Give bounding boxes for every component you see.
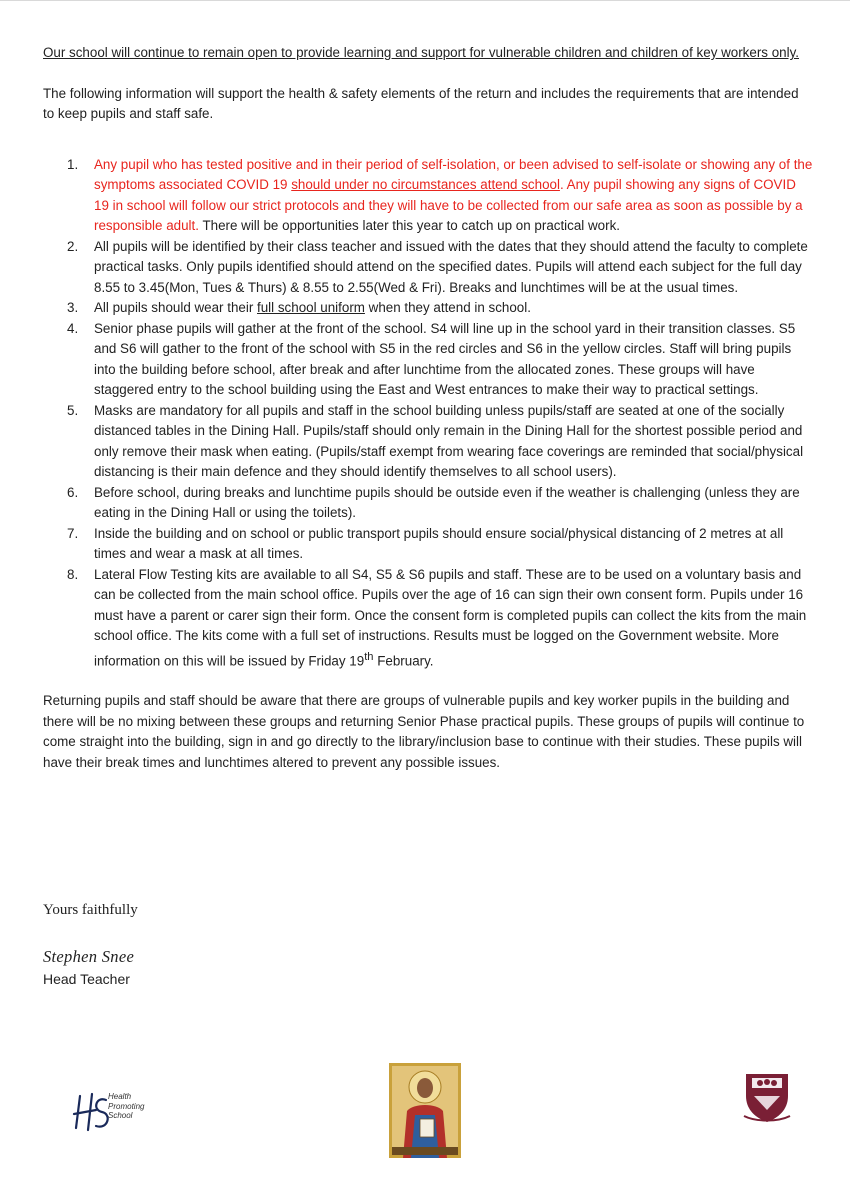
item-text: All pupils should wear their bbox=[94, 300, 258, 315]
item-text: Inside the building and on school or public transport pupils should ensure social/physical distancing of 2 metres at all times and wear a mask at all times. bbox=[94, 525, 784, 561]
list-number: 2. bbox=[67, 238, 79, 254]
item-text: Masks are mandatory for all pupils and staff in the school building unless pupils/staff are seated at one of the socially distanced tables in the Dining Hall. Pupils/staff should only remain in the Dining Hall for the shortest possible period and only remove their mask when eating. (Pupils/staff exempt from wearing face coverings are reminded that social/physical distancing is their main defence and they should identify themselves to all school users). bbox=[94, 402, 804, 479]
item-text: Before school, during breaks and lunchtime pupils should be outside even if the weather is challenging (unless they are eating in the Dining Hall or using the toilets). bbox=[94, 484, 800, 520]
list-number: 6. bbox=[67, 484, 79, 500]
list-item bbox=[43, 524, 813, 565]
item-text: Lateral Flow Testing kits are available to all S4, S5 & S6 pupils and staff. These are to be used on a voluntary basis and can be collected from the main school office. Pupils over the age of 16 can sign their own consent form. Pupils under 16 must have a parent or carer sign their form. Once the consent form is completed pupils can collect the kits from the main school office. The kits come with a full set of instructions. Results must be logged on the Government website. More information on this will be issued by Friday 19 bbox=[94, 566, 807, 668]
hps-line: Health bbox=[108, 1092, 132, 1101]
list-item bbox=[43, 565, 813, 672]
warning-text-continued: . Any pupil showing any signs of COVID 19 in school will follow our strict protocols and they will have to be collected from our safe area as soon as possible by a responsible adult. bbox=[94, 177, 803, 233]
hps-line: Promoting bbox=[108, 1101, 145, 1111]
school-crest-icon bbox=[742, 1066, 792, 1124]
info-paragraph: The following information will support the health & safety elements of the return and includes the requirements that are intended to keep pupils and staff safe. bbox=[43, 85, 799, 121]
list-item bbox=[43, 155, 813, 237]
religious-icon-image bbox=[389, 1063, 461, 1158]
warning-emphasis: should under no circumstances attend school bbox=[291, 177, 560, 192]
item-text-continued: when they attend in school. bbox=[364, 300, 531, 315]
page-top-edge bbox=[0, 0, 850, 7]
hps-line: School bbox=[108, 1111, 133, 1120]
letter-body bbox=[43, 43, 813, 773]
hps-logo-text bbox=[108, 1092, 144, 1121]
list-number: 4. bbox=[67, 320, 79, 336]
closing-paragraph: Returning pupils and staff should be aware that there are groups of vulnerable pupils and key worker pupils in the building and there will be no mixing between these groups and returning Senior Phase practical pupils. These groups of pupils will continue to come straight into the building, sign in and go directly to the library/inclusion base to continue with their studies. These pupils will have their break times and lunchtimes altered to prevent any possible issues. bbox=[43, 693, 805, 770]
list-number: 8. bbox=[67, 566, 79, 582]
list-item bbox=[43, 237, 813, 299]
item-text: All pupils will be identified by their class teacher and issued with the dates that they should attend the faculty to complete practical tasks. Only pupils identified should attend on the specified dates. Pupils will attend each subject for the full day 8.55 to 3.45(Mon, Tues & Thurs) & 8.55 to 2.55(Wed & Fri). Breaks and lunchtimes will be at the usual times. bbox=[94, 238, 808, 295]
list-item bbox=[43, 298, 813, 319]
signer-title: Head Teacher bbox=[43, 971, 130, 987]
list-number: 5. bbox=[67, 402, 79, 418]
list-item bbox=[43, 483, 813, 524]
list-number: 7. bbox=[67, 525, 79, 541]
ordinal-suffix: th bbox=[364, 650, 374, 663]
signoff: Yours faithfully bbox=[43, 902, 138, 918]
item-text-continued: February. bbox=[373, 652, 434, 668]
rules-list bbox=[43, 155, 813, 672]
list-number: 1. bbox=[67, 156, 79, 172]
list-item bbox=[43, 319, 813, 401]
warning-text: Any pupil who has tested positive and in their period of self-isolation, or been advised to self-isolate or showing any of the symptoms associated COVID 19 bbox=[94, 156, 813, 192]
signature: Stephen Snee bbox=[43, 947, 135, 966]
item-text: Senior phase pupils will gather at the front of the school. S4 will line up in the school yard in their transition classes. S5 and S6 will gather to the front of the school with S5 in the red circles and S6 in the yellow circles. Staff will bring pupils into the building before school, after break and after lunchtime from the allocated zones. These groups will have staggered entry to the school building using the East and West entrances to make their way to practical settings. bbox=[94, 320, 796, 397]
intro-statement: Our school will continue to remain open to provide learning and support for vulnerable children and children of key workers only. bbox=[43, 45, 799, 60]
item-text: There will be opportunities later this year to catch up on practical work. bbox=[198, 218, 620, 233]
list-item bbox=[43, 401, 813, 483]
uniform-emphasis: full school uniform bbox=[257, 300, 365, 315]
list-number: 3. bbox=[67, 300, 79, 315]
